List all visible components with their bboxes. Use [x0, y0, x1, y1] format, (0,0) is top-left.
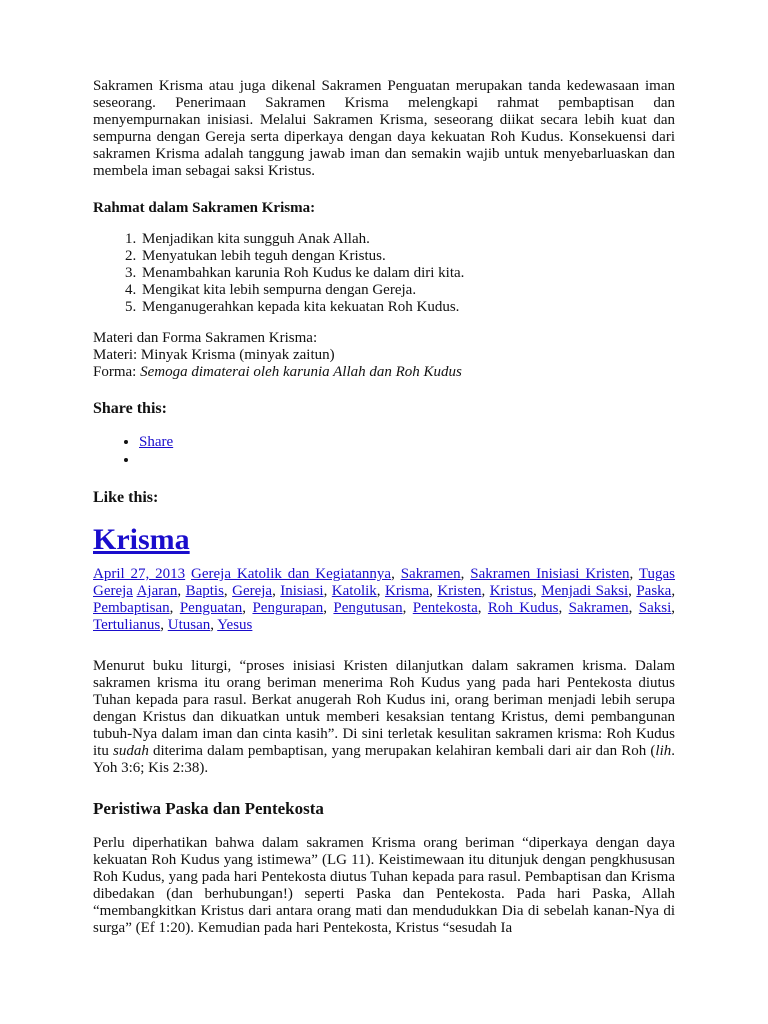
- list-item: [139, 452, 675, 470]
- post-meta: [93, 566, 675, 634]
- tag-link[interactable]: Roh Kudus: [487, 600, 559, 616]
- materi-title: Materi dan Forma Sakramen Krisma:: [93, 330, 318, 346]
- post-title: [93, 523, 675, 557]
- tag-link[interactable]: Utusan: [167, 617, 211, 633]
- rahmat-heading: Rahmat dalam Sakramen Krisma:: [93, 200, 316, 216]
- share-link[interactable]: Share: [139, 434, 174, 450]
- materi-line: Materi: Minyak Krisma (minyak zaitun): [93, 347, 335, 363]
- paragraph-text: diterima dalam pembaptisan, yang merupakan kelahiran kembali dari air dan Roh (: [148, 743, 656, 759]
- forma-line: [93, 364, 675, 381]
- emphasis-text: sudah: [112, 743, 149, 759]
- rahmat-list: [93, 231, 675, 316]
- share-heading: Share this:: [93, 400, 167, 417]
- tag-link[interactable]: Ajaran: [136, 583, 178, 599]
- tag-link[interactable]: Sakramen: [568, 600, 629, 616]
- list-item: 4. Mengikat kita lebih sempurna dengan Gereja.: [140, 282, 675, 299]
- materi-forma-block: [93, 330, 675, 381]
- tag-link[interactable]: Sakramen: [400, 566, 461, 582]
- tag-link[interactable]: Tugas Gereja: [93, 566, 676, 599]
- tag-link[interactable]: Pengutusan: [333, 600, 403, 616]
- tag-link[interactable]: Pentekosta: [412, 600, 478, 616]
- paragraph-text: Menurut buku liturgi, “proses inisiasi Kristen dilanjutkan dalam sakramen krisma. Dalam sakramen krisma itu orang beriman menerima Roh Kudus yang pada hari Pentekosta diutus Tuhan kepada para rasul. Berkat anugerah Roh Kudus ini, orang beriman menjadi lebih serupa dengan Kristus dan dikuatkan untuk memberi kesaksian tentang Kristus, demi pembangunan tubuh-Nya dalam iman dan cinta kasih”. Di sini terletak kesulitan sakramen krisma: Roh Kudus itu: [93, 658, 675, 759]
- tag-link[interactable]: Pengurapan: [252, 600, 324, 616]
- tag-link[interactable]: Baptis: [185, 583, 224, 599]
- list-item: 2. Menyatukan lebih teguh dengan Kristus.: [140, 248, 675, 265]
- list-item: 5. Menganugerahkan kepada kita kekuatan Roh Kudus.: [140, 299, 675, 316]
- list-item: 1. Menjadikan kita sungguh Anak Allah.: [140, 231, 675, 248]
- tag-link[interactable]: Gereja: [232, 583, 273, 599]
- tag-link[interactable]: Krisma: [384, 583, 430, 599]
- tag-link[interactable]: Yesus: [217, 617, 253, 633]
- tag-link[interactable]: Kristen: [437, 583, 482, 599]
- tag-link[interactable]: Saksi: [638, 600, 672, 616]
- body-paragraph-2: Perlu diperhatikan bahwa dalam sakramen Krisma orang beriman “diperkaya dengan daya kekuatan Roh Kudus yang istimewa” (LG 11). Keistimewaan itu ditunjuk dengan pengkhususan Roh Kudus, yang pada hari Pentekosta diutus Tuhan kepada para rasul. Pembaptisan dan Krisma dibedakan (dan berhubungan!) seperti Paska dan Pentekosta. Pada hari Paska, Allah “membangkitkan Kristus dari antara orang mati dan mendudukkan Dia di sebelah kanan-Nya di surga” (Ef 1:20). Kemudian pada hari Pentekosta, Kristus “sesudah Ia: [93, 835, 675, 936]
- tag-link[interactable]: Penguatan: [179, 600, 243, 616]
- tag-link[interactable]: Pembaptisan: [93, 600, 170, 616]
- emphasis-text: lih: [655, 743, 672, 759]
- forma-label: Forma:: [93, 364, 141, 380]
- section-heading: Peristiwa Paska dan Pentekosta: [93, 799, 324, 818]
- body-paragraph-1: [93, 658, 675, 777]
- list-item: 3. Menambahkan karunia Roh Kudus ke dalam diri kita.: [140, 265, 675, 282]
- tag-list: Gereja Katolik dan Kegiatannya, Sakramen, Sakramen Inisiasi Kristen, Tugas Gereja Ajaran, Baptis, Gereja, Inisiasi, Katolik, Krisma, Kristen, Kristus, Menjadi Saksi, Paska, Pembaptisan, Penguatan, Pengurapan, Pengutusan, Pentekosta, Roh Kudus, Sakramen, Saksi, Tertulianus, Utusan, Yesus: [93, 566, 676, 633]
- tag-link[interactable]: Paska: [636, 583, 672, 599]
- tag-link[interactable]: Gereja Katolik dan Kegiatannya: [191, 566, 392, 582]
- intro-paragraph: Sakramen Krisma atau juga dikenal Sakramen Penguatan merupakan tanda kedewasaan iman seseorang. Penerimaan Sakramen Krisma melengkapi rahmat pembaptisan dan menyempurnakan inisiasi. Melalui Sakramen Krisma, seseorang diikat secara lebih kuat dan sempurna dengan Gereja serta diperkaya dengan daya kekuatan Roh Kudus. Konsekuensi dari sakramen Krisma adalah tanggung jawab iman dan semakin wajib untuk menyebarluaskan dan membela iman sebagai saksi Kristus.: [93, 78, 675, 179]
- tag-link[interactable]: Katolik: [331, 583, 377, 599]
- share-list: [93, 434, 675, 470]
- forma-text: Semoga dimaterai oleh karunia Allah dan Roh Kudus: [140, 364, 462, 380]
- tag-link[interactable]: Kristus: [489, 583, 534, 599]
- tag-link[interactable]: Inisiasi: [280, 583, 324, 599]
- like-heading: Like this:: [93, 489, 159, 506]
- tag-link[interactable]: Sakramen Inisiasi Kristen: [470, 566, 630, 582]
- post-title-link[interactable]: Krisma: [93, 523, 190, 556]
- paragraph-text: . Yoh 3:6; Kis 2:38).: [93, 743, 675, 776]
- list-item: [139, 434, 675, 452]
- article-content: [93, 78, 675, 937]
- tag-link[interactable]: Tertulianus: [93, 617, 161, 633]
- post-date-link[interactable]: April 27, 2013: [93, 566, 186, 582]
- tag-link[interactable]: Menjadi Saksi: [541, 583, 629, 599]
